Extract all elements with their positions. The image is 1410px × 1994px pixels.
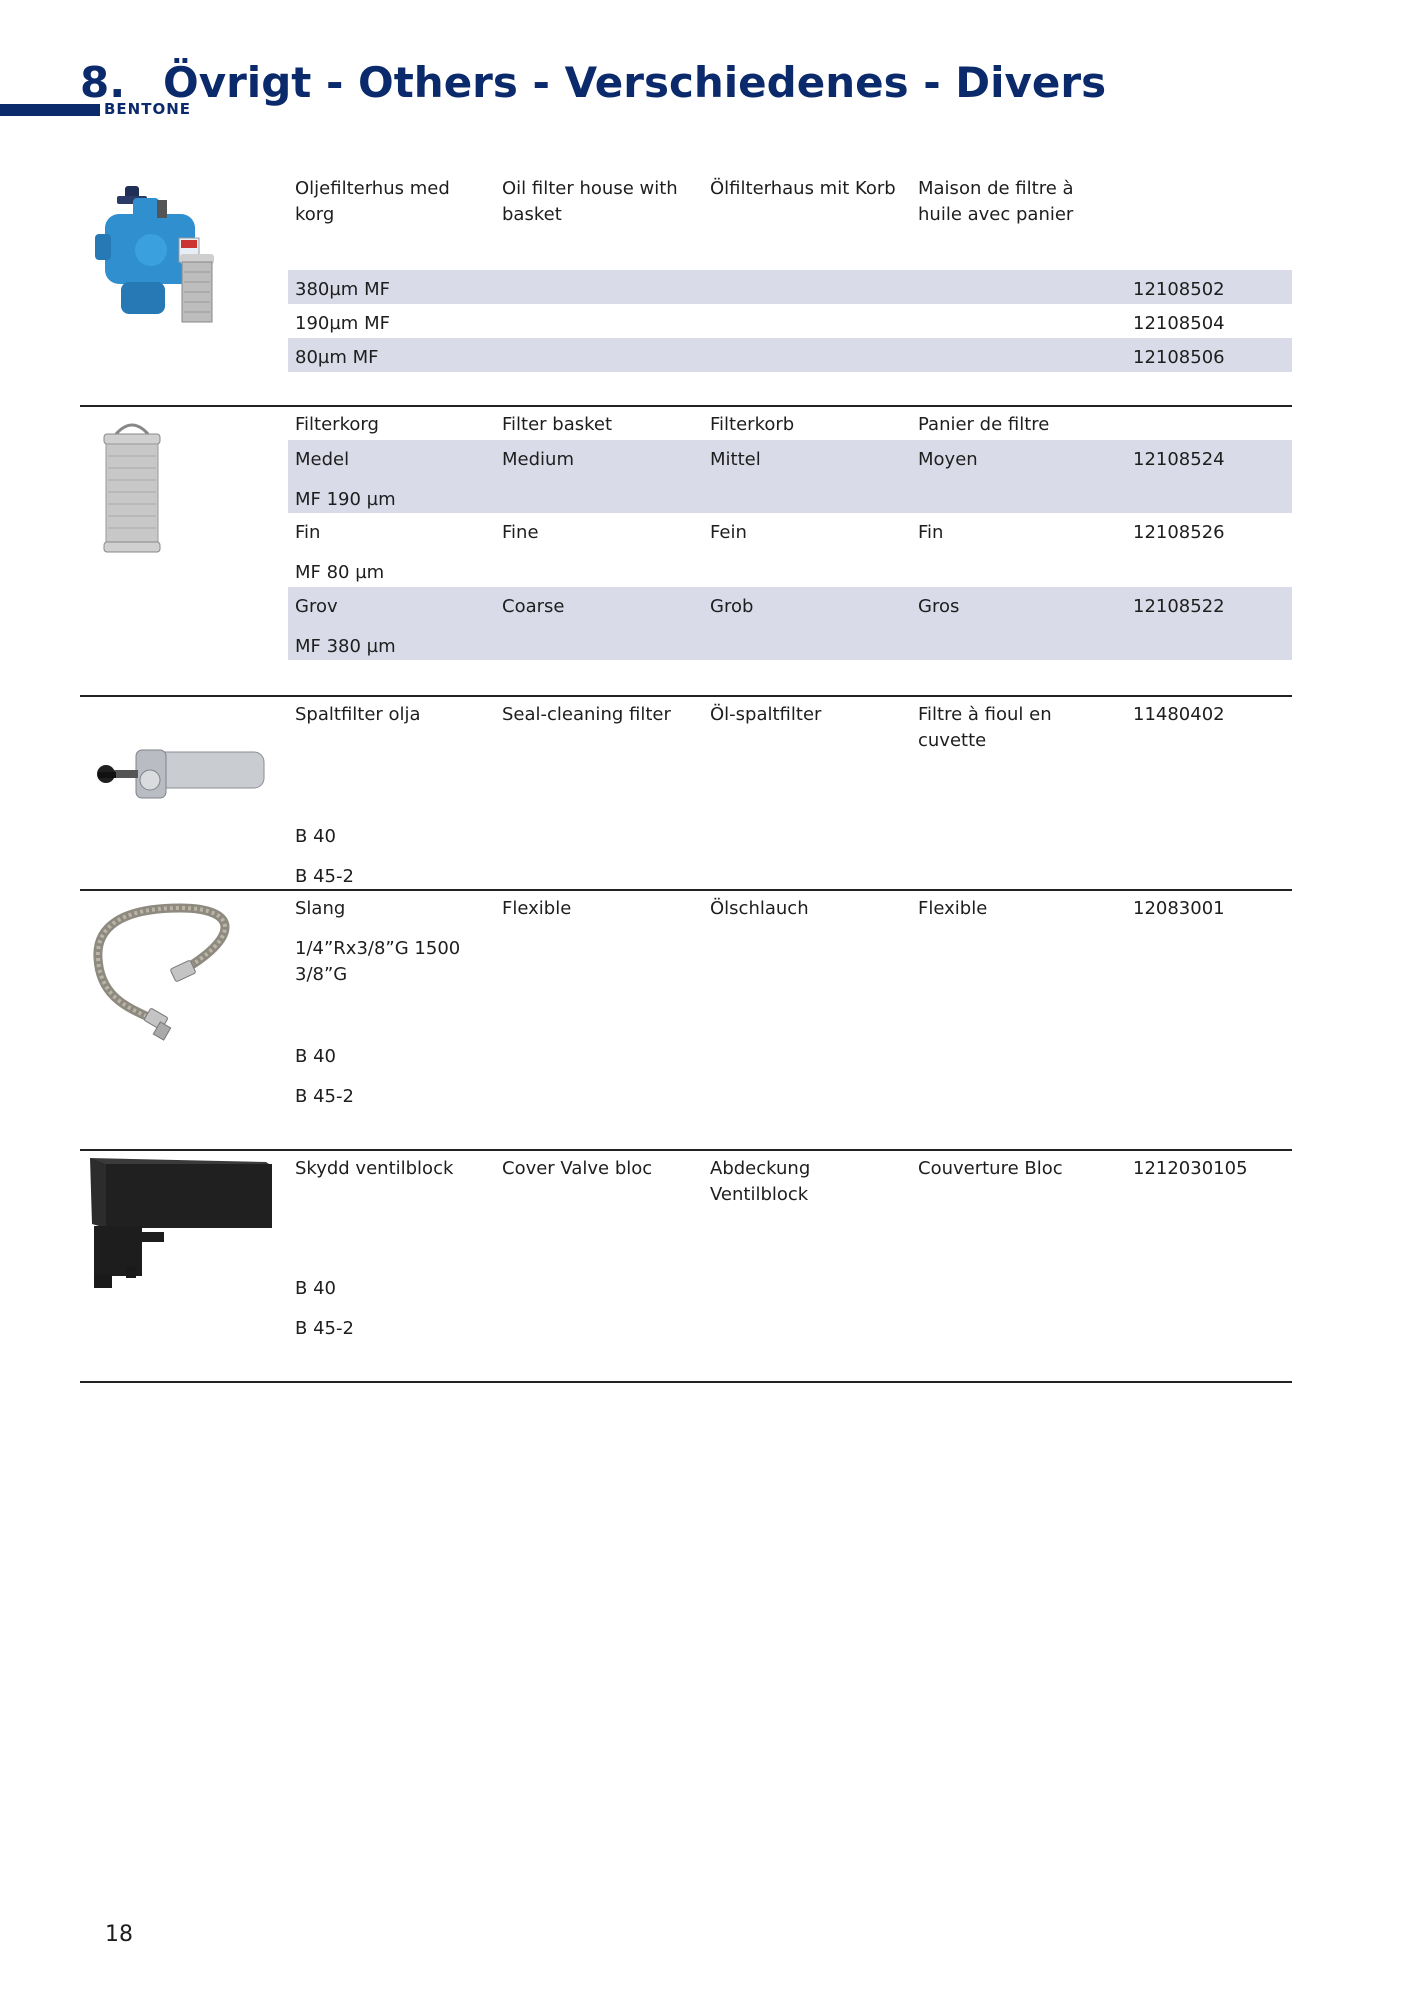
oil-filter-house-name-sv: Oljefilterhus med korg: [295, 178, 450, 225]
basket-grade-en: Fine: [502, 522, 539, 543]
section-divider: [80, 405, 1292, 407]
variant-label: 380µm MF: [295, 279, 390, 300]
hose-spec: 1/4”Rx3/8”G 1500 3/8”G: [295, 938, 461, 985]
split-filter-name-en: Seal-cleaning filter: [502, 704, 671, 725]
oil-filter-house-name-fr: Maison de filtre à huile avec panier: [918, 178, 1074, 225]
section-divider: [80, 695, 1292, 697]
basket-grade-de: Fein: [710, 522, 747, 543]
basket-grade-fr: Fin: [918, 522, 944, 543]
split-filter-name-de: Öl-spaltfilter: [710, 704, 822, 725]
split-filter-name-fr: Filtre à fioul en cuvette: [918, 704, 1052, 751]
burner-model: B 40: [295, 1046, 336, 1067]
page-number: 18: [105, 1922, 133, 1947]
article-number: 12108504: [1133, 313, 1225, 334]
article-number: 12083001: [1133, 898, 1225, 919]
section-number: 8.: [80, 58, 126, 107]
basket-grade-en: Coarse: [502, 596, 565, 617]
brand-logo-text: BENTONE: [104, 100, 192, 118]
valve-cover-name-de: Abdeckung Ventilblock: [710, 1158, 811, 1205]
basket-grade-de: Mittel: [710, 449, 761, 470]
hose-name-sv: Slang: [295, 898, 346, 919]
hose-name-en: Flexible: [502, 898, 572, 919]
basket-grade-sv: Medel: [295, 449, 350, 470]
article-number: 12108506: [1133, 347, 1225, 368]
burner-model: B 45-2: [295, 866, 354, 887]
article-number: 12108502: [1133, 279, 1225, 300]
oil-filter-house-image: [95, 178, 223, 333]
valve-cover-name-sv: Skydd ventilblock: [295, 1158, 454, 1179]
valve-cover-name-fr: Couverture Bloc: [918, 1158, 1063, 1179]
valve-cover-image: [86, 1156, 276, 1296]
variant-label: 190µm MF: [295, 313, 390, 334]
burner-model: B 45-2: [295, 1086, 354, 1107]
oil-filter-house-name-en: Oil filter house with basket: [502, 178, 678, 225]
basket-mesh-spec: MF 80 µm: [295, 562, 385, 583]
oil-filter-house-name-de: Ölfilterhaus mit Korb: [710, 178, 896, 199]
article-number: 11480402: [1133, 704, 1225, 725]
article-number: 12108526: [1133, 522, 1225, 543]
flexible-hose-image: [90, 898, 246, 1046]
split-filter-image: [92, 740, 266, 810]
filter-basket-name-sv: Filterkorg: [295, 414, 379, 435]
article-number: 12108522: [1133, 596, 1225, 617]
section-divider: [80, 889, 1292, 891]
basket-grade-sv: Grov: [295, 596, 338, 617]
basket-mesh-spec: MF 190 µm: [295, 489, 396, 510]
valve-cover-name-en: Cover Valve bloc: [502, 1158, 653, 1179]
basket-mesh-spec: MF 380 µm: [295, 636, 396, 657]
hose-name-de: Ölschlauch: [710, 898, 809, 919]
split-filter-name-sv: Spaltfilter olja: [295, 704, 421, 725]
variant-label: 80µm MF: [295, 347, 379, 368]
burner-model: B 45-2: [295, 1318, 354, 1339]
burner-model: B 40: [295, 1278, 336, 1299]
filter-basket-name-fr: Panier de filtre: [918, 414, 1050, 435]
filter-basket-name-en: Filter basket: [502, 414, 613, 435]
section-divider: [80, 1149, 1292, 1151]
basket-grade-fr: Moyen: [918, 449, 978, 470]
basket-grade-fr: Gros: [918, 596, 960, 617]
section-title: Övrigt - Others - Verschiedenes - Divers: [163, 58, 1107, 107]
filter-basket-image: [98, 416, 166, 556]
section-divider: [80, 1381, 1292, 1383]
burner-model: B 40: [295, 826, 336, 847]
article-number: 12108524: [1133, 449, 1225, 470]
article-number: 1212030105: [1133, 1158, 1248, 1179]
basket-grade-de: Grob: [710, 596, 754, 617]
basket-grade-sv: Fin: [295, 522, 321, 543]
hose-name-fr: Flexible: [918, 898, 988, 919]
basket-grade-en: Medium: [502, 449, 574, 470]
filter-basket-name-de: Filterkorb: [710, 414, 795, 435]
